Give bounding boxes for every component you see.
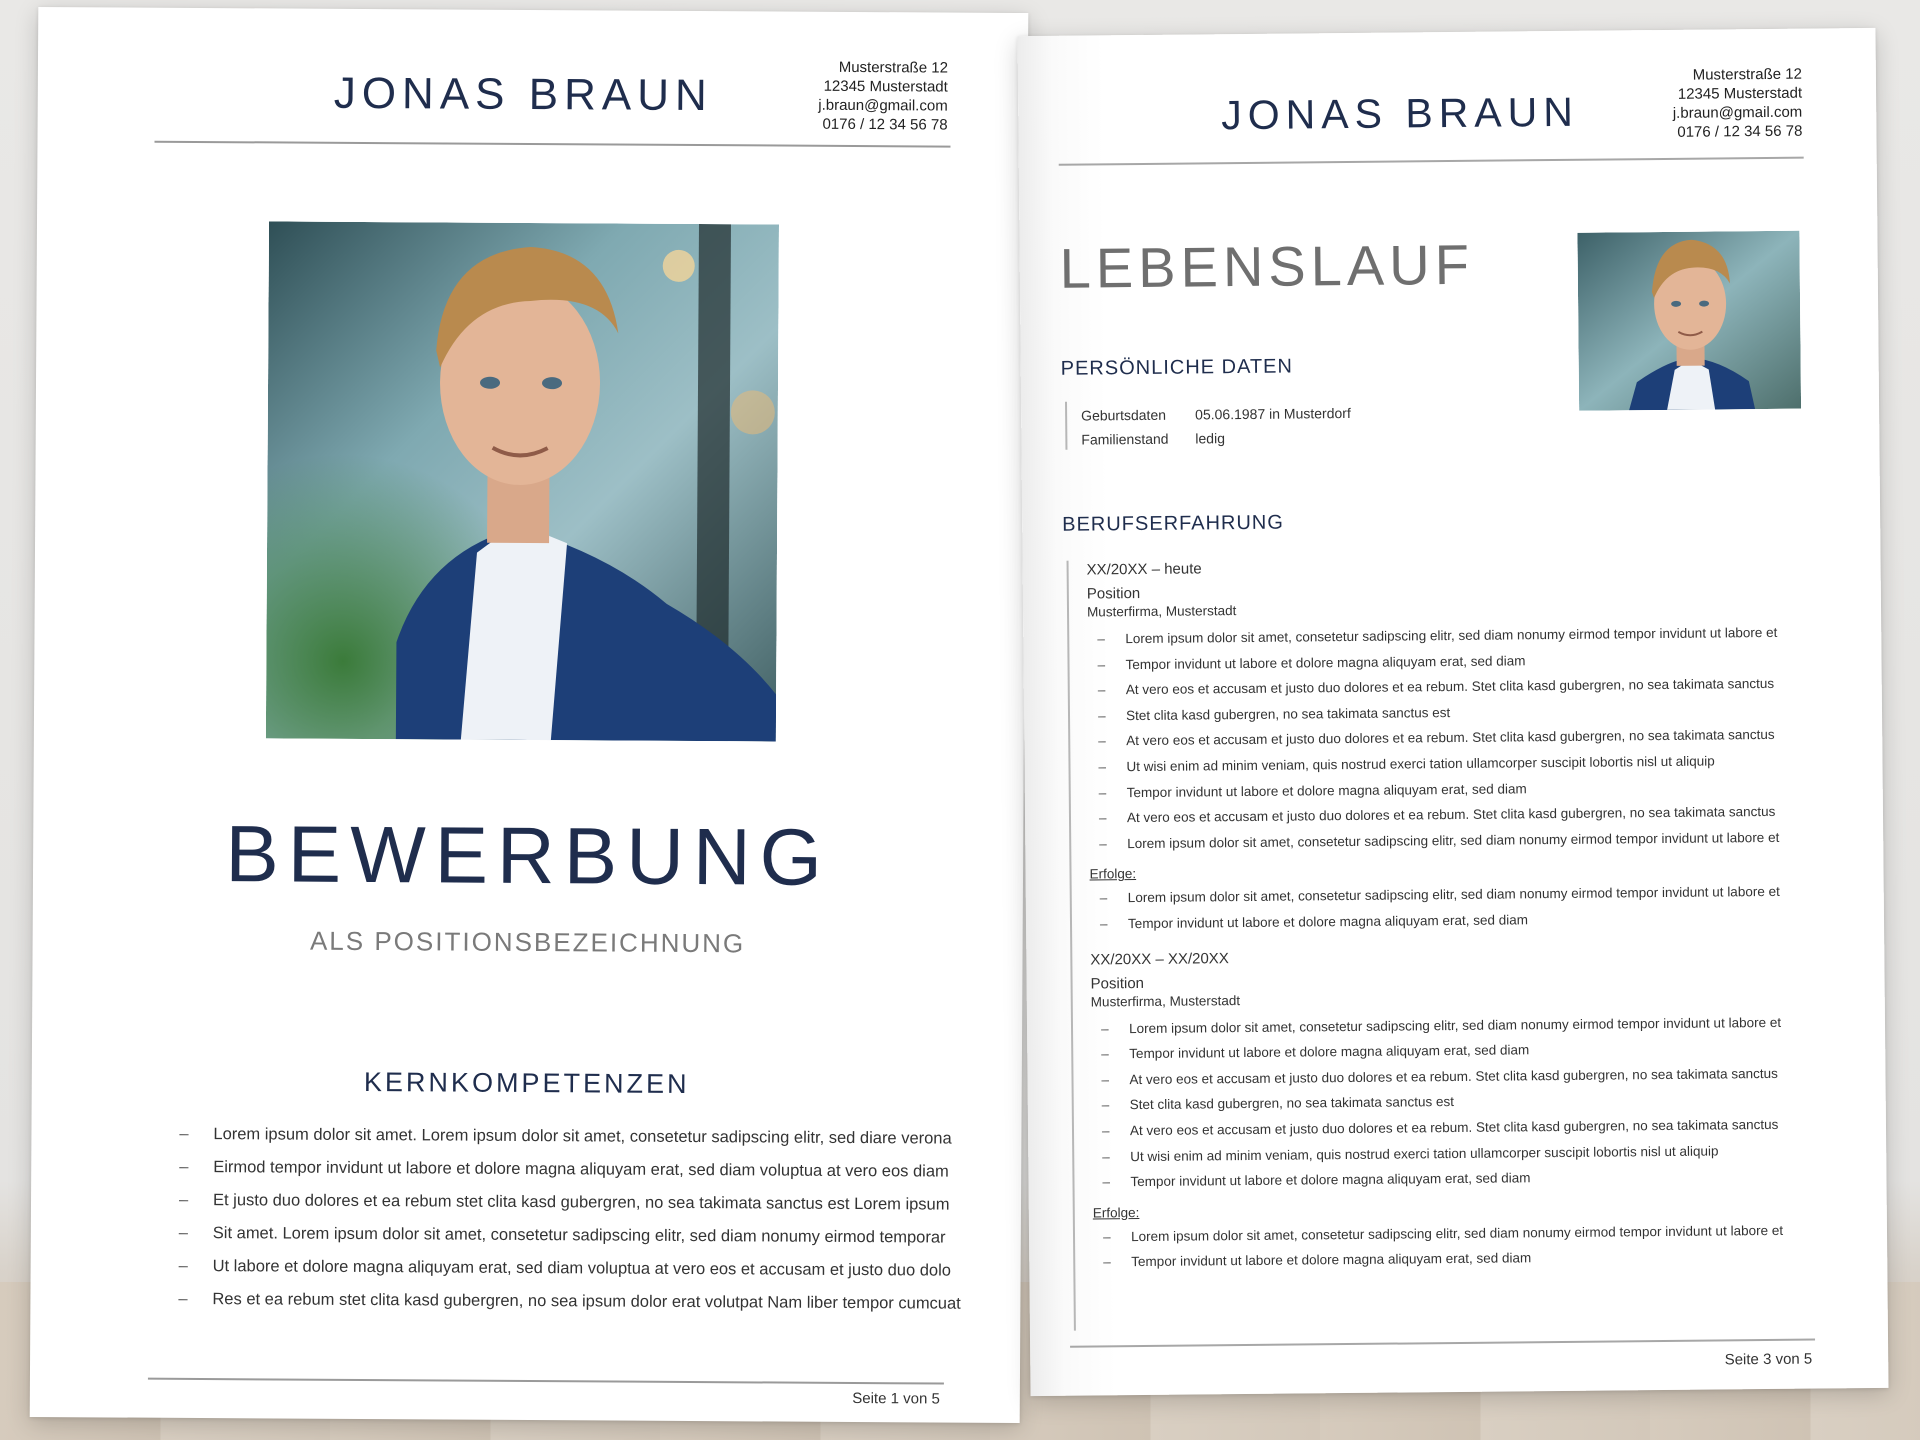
achievements-label: Erfolge:: [1089, 866, 1137, 882]
cover-subtitle: ALS POSITIONSBEZEICHNUNG: [309, 925, 746, 959]
list-item: – Sit amet. Lorem ipsum dolor sit amet, consetetur sadipscing elitr, sed diam nonumy eirmod temporar: [179, 1217, 969, 1255]
list-item: – Lorem ipsum dolor sit amet, consetetur sadipscing elitr, sed diam nonumy eirmod tempor invidunt ut labore et: [1093, 1217, 1873, 1250]
list-item: – Tempor invidunt ut labore et dolore magna aliquyam erat, sed diam: [1090, 904, 1870, 937]
job-entry: [1087, 554, 1871, 937]
birth-value: 05.06.1987 in Musterdorf: [1195, 404, 1351, 423]
address-city: 12345 Musterstadt: [823, 77, 948, 96]
header-divider: [154, 141, 950, 148]
cover-page: [30, 7, 1029, 1423]
list-item: – At vero eos et accusam et justo duo dolores et ea rebum. Stet clita kasd gubergren, no sea takimata sanctus: [1089, 798, 1869, 831]
applicant-photo: [266, 221, 779, 741]
list-item: – Eirmod tempor invidunt ut labore et dolore magna aliquyam erat, sed diam voluptua at vero eos diam: [179, 1151, 969, 1189]
list-item: – Tempor invidunt ut labore et dolore magna aliquyam erat, sed diam: [1093, 1242, 1873, 1275]
page-number: Seite 1 von 5: [852, 1389, 940, 1408]
list-item: – At vero eos et accusam et justo duo dolores et ea rebum. Stet clita kasd gubergren, no sea takimata sanctus: [1091, 1060, 1871, 1093]
job-position: Position: [1086, 584, 1141, 603]
address-street: Musterstraße 12: [838, 58, 949, 77]
job-achievements: [1090, 878, 1870, 937]
cv-heading: LEBENSLAUF: [1059, 232, 1475, 300]
list-item: – At vero eos et accusam et justo duo dolores et ea rebum. Stet clita kasd gubergren, no sea takimata sanctus: [1092, 1111, 1872, 1144]
cover-title: BEWERBUNG: [225, 809, 832, 902]
address-email: j.braun@gmail.com: [1672, 103, 1803, 122]
achievements-label: Erfolge:: [1092, 1204, 1140, 1221]
list-item: – Stet clita kasd gubergren, no sea takimata sanctus est: [1092, 1085, 1872, 1118]
job-date: XX/20XX – heute: [1086, 560, 1202, 579]
list-item: – Res et ea rebum stet clita kasd gubergren, no sea ipsum dolor erat volutpat Nam liber tempor cumcuat: [178, 1283, 968, 1321]
list-item: – Lorem ipsum dolor sit amet, consetetur sadipscing elitr, sed diam nonumy eirmod tempor invidunt ut labore et: [1087, 619, 1867, 652]
list-item: – Lorem ipsum dolor sit amet, consetetur sadipscing elitr, sed diam nonumy eirmod tempor invidunt ut labore et: [1091, 1009, 1871, 1042]
footer-divider: [148, 1378, 944, 1385]
applicant-name: JONAS BRAUN: [333, 68, 713, 121]
contact-address: [1672, 65, 1802, 142]
footer-divider: [1070, 1339, 1815, 1348]
list-item: – At vero eos et accusam et justo duo dolores et ea rebum. Stet clita kasd gubergren, no sea takimata sanctus: [1088, 721, 1868, 754]
cv-page: [1017, 28, 1888, 1396]
address-street: Musterstraße 12: [1692, 65, 1802, 84]
list-item: – Lorem ipsum dolor sit amet, consetetur sadipscing elitr, sed diam nonumy eirmod tempor invidunt ut labore et: [1090, 878, 1870, 911]
list-item: – Lorem ipsum dolor sit amet, consetetur sadipscing elitr, sed diam nonumy eirmod tempor invidunt ut labore et: [1089, 824, 1869, 857]
header-divider: [1059, 157, 1804, 166]
job-tasks: [1091, 1009, 1873, 1196]
personal-data-heading: PERSÖNLICHE DATEN: [1060, 355, 1294, 380]
list-item: – Ut labore et dolore magna aliquyam erat, sed diam voluptua at vero eos et accusam et justo duo dolo: [179, 1250, 969, 1288]
list-item: – Ut wisi enim ad minim veniam, quis nostrud exerci tation ullamcorper suscipit lobortis nisl ut aliquip: [1088, 747, 1868, 780]
list-item: – At vero eos et accusam et justo duo dolores et ea rebum. Stet clita kasd gubergren, no sea takimata sanctus: [1088, 670, 1868, 703]
page-number: Seite 3 von 5: [1724, 1350, 1813, 1369]
list-item: – Lorem ipsum dolor sit amet. Lorem ipsum dolor sit amet, consetetur sadipscing elitr, sed diare verona: [179, 1118, 969, 1156]
job-position: Position: [1090, 974, 1145, 993]
job-company: Musterfirma, Musterstadt: [1090, 992, 1241, 1010]
marital-value: ledig: [1195, 430, 1226, 447]
address-city: 12345 Musterstadt: [1677, 84, 1803, 103]
address-phone: 0176 / 12 34 56 78: [822, 115, 948, 134]
birth-label: Geburtsdaten: [1081, 406, 1167, 424]
section-bar: [1067, 561, 1076, 1331]
applicant-name: JONAS BRAUN: [1221, 88, 1580, 139]
address-email: j.braun@gmail.com: [818, 96, 948, 115]
list-item: – Stet clita kasd gubergren, no sea takimata sanctus est: [1088, 696, 1868, 729]
list-item: – Tempor invidunt ut labore et dolore magna aliquyam erat, sed diam: [1087, 645, 1867, 678]
applicant-photo-small: [1577, 231, 1801, 411]
list-item: – Tempor invidunt ut labore et dolore magna aliquyam erat, sed diam: [1091, 1034, 1871, 1067]
list-item: – Tempor invidunt ut labore et dolore magna aliquyam erat, sed diam: [1089, 773, 1869, 806]
competencies-heading: KERNKOMPETENZEN: [363, 1066, 690, 1099]
marital-label: Familienstand: [1081, 430, 1169, 448]
job-company: Musterfirma, Musterstadt: [1086, 603, 1237, 620]
section-bar: [1065, 402, 1067, 450]
birth-data-row: [1081, 405, 1351, 424]
job-tasks: [1087, 619, 1869, 857]
contact-address: [818, 58, 948, 135]
competencies-list: [178, 1118, 969, 1321]
experience-heading: BERUFSERFAHRUNG: [1062, 511, 1284, 536]
experience-list: [1087, 554, 1874, 1289]
list-item: – Et justo duo dolores et ea rebum stet clita kasd gubergren, no sea takimata sanctus est Lorem ipsum: [179, 1184, 969, 1222]
list-item: – Ut wisi enim ad minim veniam, quis nostrud exerci tation ullamcorper suscipit lobortis nisl ut aliquip: [1092, 1136, 1872, 1169]
marital-status-row: [1081, 430, 1225, 447]
list-item: – Tempor invidunt ut labore et dolore magna aliquyam erat, sed diam: [1092, 1162, 1872, 1195]
job-entry: [1090, 944, 1873, 1276]
address-phone: 0176 / 12 34 56 78: [1677, 122, 1803, 141]
job-date: XX/20XX – XX/20XX: [1090, 949, 1229, 969]
job-achievements: [1093, 1217, 1873, 1276]
